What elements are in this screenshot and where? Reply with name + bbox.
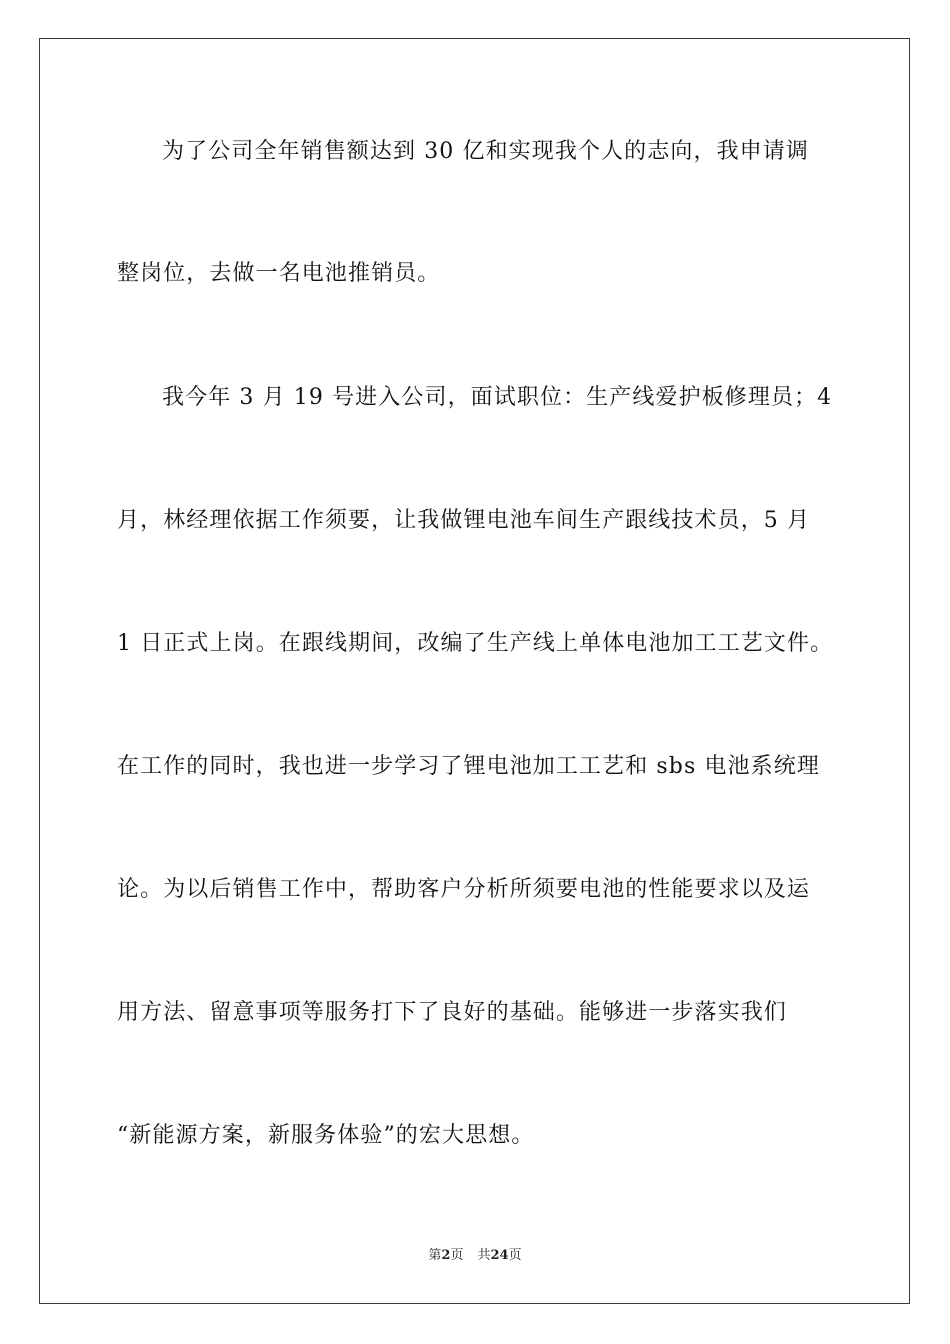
paragraph-2-line-1: 我今年 3 月 19 号进入公司，面试职位：生产线爱护板修理员；4: [162, 385, 833, 410]
paragraph-2-line-6: 用方法、留意事项等服务打下了良好的基础。能够进一步落实我们: [117, 1000, 787, 1025]
page-number: 2: [441, 1248, 451, 1263]
paragraph-2-line-2: 月，林经理依据工作须要，让我做锂电池车间生产跟线技术员，5 月: [117, 508, 811, 533]
page-frame: [39, 38, 910, 1304]
paragraph-2-line-5: 论。为以后销售工作中，帮助客户分析所须要电池的性能要求以及运: [117, 877, 811, 902]
paragraph-2-line-3: 1 日正式上岗。在跟线期间，改编了生产线上单体电池加工工艺文件。: [117, 631, 834, 656]
total-suffix: 页: [508, 1248, 522, 1263]
paragraph-2-line-4: 在工作的同时，我也进一步学习了锂电池加工工艺和 sbs 电池系统理: [117, 754, 820, 779]
paragraph-1-line-2: 整岗位，去做一名电池推销员。: [117, 261, 441, 286]
page-prefix: 第: [428, 1248, 442, 1263]
total-prefix: 共: [477, 1248, 491, 1263]
total-pages: 24: [490, 1248, 509, 1263]
page-footer: [0, 1247, 950, 1265]
paragraph-1-line-1: 为了公司全年销售额达到 30 亿和实现我个人的志向，我申请调: [162, 139, 809, 164]
page-suffix: 页: [450, 1248, 464, 1263]
paragraph-2-line-7: “新能源方案，新服务体验”的宏大思想。: [117, 1123, 535, 1148]
